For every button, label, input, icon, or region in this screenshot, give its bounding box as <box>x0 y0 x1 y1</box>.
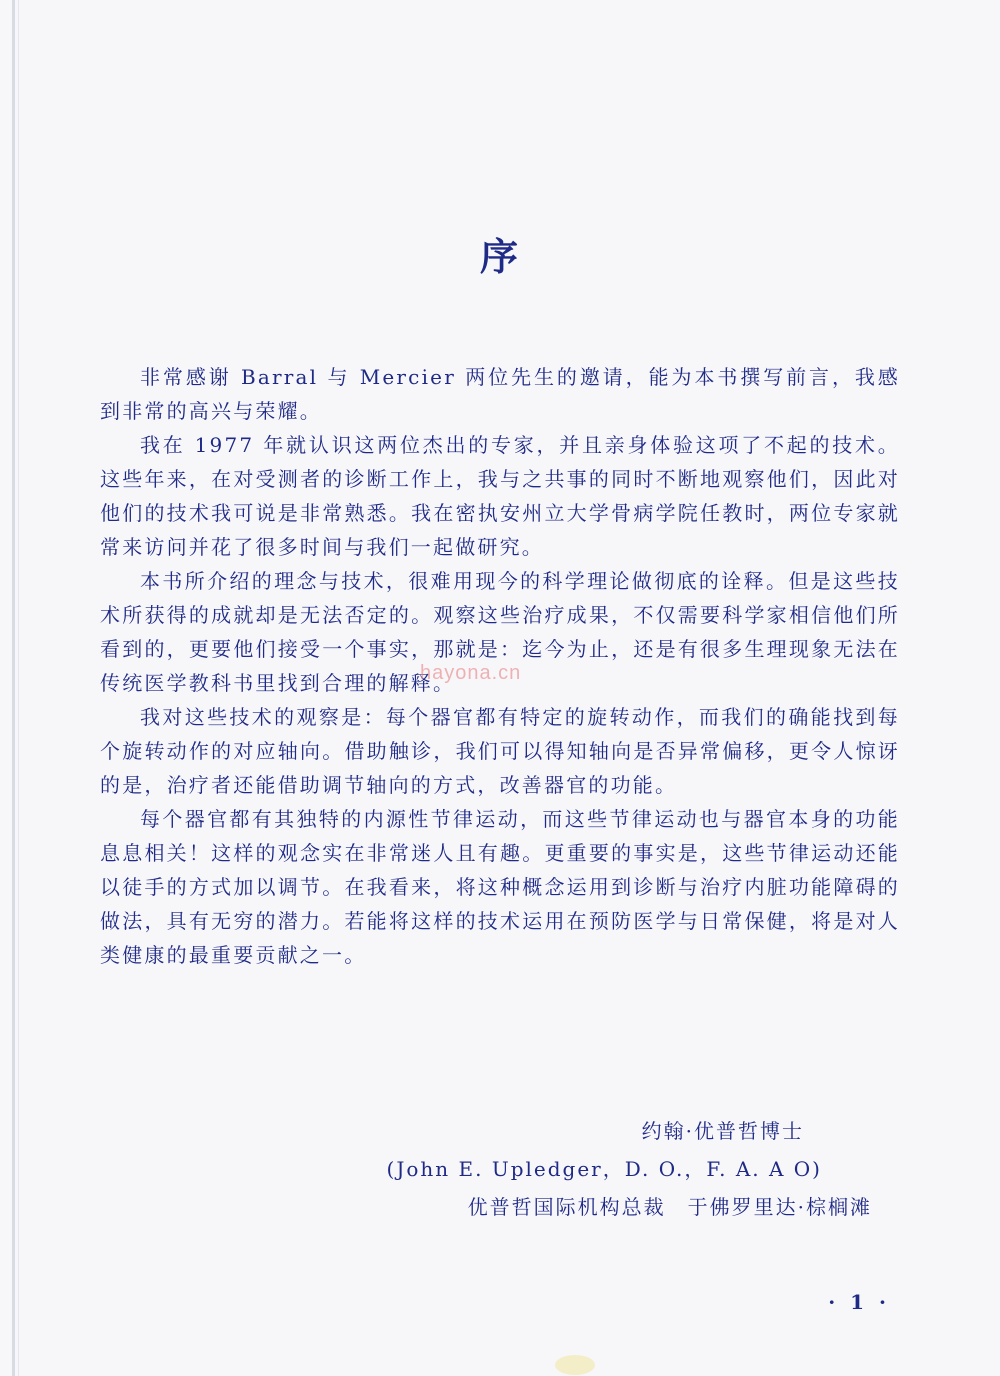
paragraph-1: 非常感谢 Barral 与 Mercier 两位先生的邀请，能为本书撰写前言，我感到非常的高兴与荣耀。 <box>100 365 900 423</box>
watermark-text: hayona.cn <box>420 662 522 684</box>
signature-block <box>352 1112 872 1226</box>
page-binding-edge <box>12 0 15 1376</box>
paragraph-3: 本书所介绍的理念与技术，很难用现今的科学理论做彻底的诠释。但是这些技术所获得的成就却是无法否定的。观察这些治疗成果，不仅需要科学家相信他们所看到的，更要他们接受一个事实，那就是：迄今为止，还是有很多生理现象无法在传统医学教科书里找到合理的解释。 <box>100 569 900 695</box>
paper-smudge <box>555 1355 595 1375</box>
page-number: · 1 · <box>828 1290 890 1314</box>
author-affiliation: 优普哲国际机构总裁 于佛罗里达·棕榈滩 <box>467 1195 872 1219</box>
paragraph-5: 每个器官都有其独特的内源性节律运动，而这些节律运动也与器官本身的功能息息相关！这样的观念实在非常迷人且有趣。更重要的事实是，这些节律运动还能以徒手的方式加以调节。在我看来，将这种概念运用到诊断与治疗内脏功能障碍的做法，具有无穷的潜力。若能将这样的技术运用在预防医学与日常保健，将是对人类健康的最重要贡献之一。 <box>100 807 900 967</box>
page-binding-shadow <box>18 0 19 1376</box>
paragraph-4: 我对这些技术的观察是：每个器官都有特定的旋转动作，而我们的确能找到每个旋转动作的对应轴向。借助触诊，我们可以得知轴向是否异常偏移，更令人惊讶的是，治疗者还能借助调节轴向的方式，改善器官的功能。 <box>100 705 900 797</box>
paragraph-2: 我在 1977 年就认识这两位杰出的专家，并且亲身体验这项了不起的技术。这些年来，在对受测者的诊断工作上，我与之共事的同时不断地观察他们，因此对他们的技术我可说是非常熟悉。我在密执安州立大学骨病学院任教时，两位专家就常来访问并花了很多时间与我们一起做研究。 <box>100 433 900 559</box>
author-name: 约翰·优普哲博士 <box>641 1119 804 1143</box>
page-title: 序 <box>479 234 520 279</box>
author-credentials: (John E. Upledger，D. O.，F. A. A O) <box>386 1157 822 1181</box>
